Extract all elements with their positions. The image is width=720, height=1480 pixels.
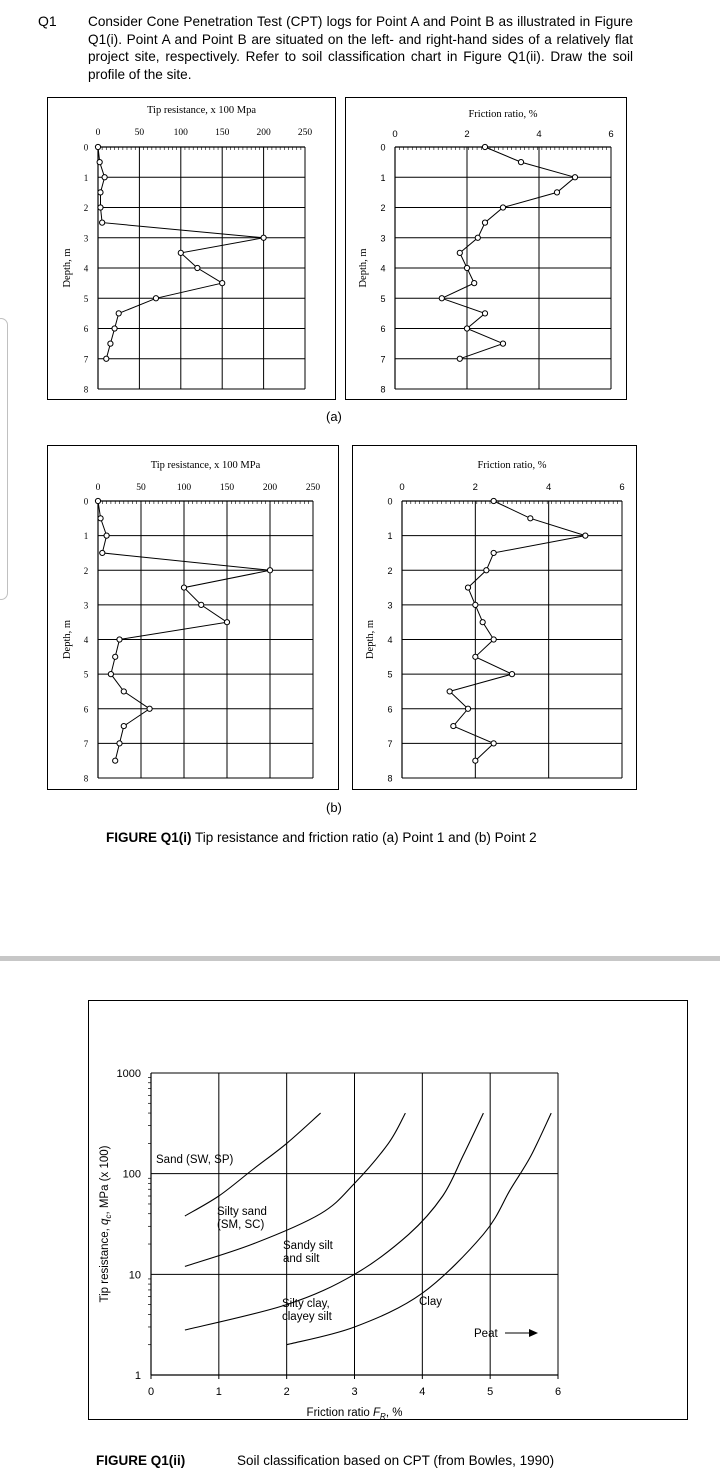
tip-resistance-chart-b	[47, 445, 339, 790]
chart-title: Tip resistance, x 100 Mpa	[147, 105, 256, 116]
data-point	[112, 326, 117, 331]
y-tick-label: 1	[387, 531, 393, 542]
data-point	[480, 620, 485, 625]
x-tick-label: 100	[176, 483, 192, 493]
x-tick-label: 4	[546, 482, 552, 493]
data-point	[181, 585, 186, 590]
y-tick-label: 1	[134, 1370, 141, 1382]
data-point	[475, 235, 480, 240]
data-point	[116, 311, 121, 316]
data-point	[113, 654, 118, 659]
data-point	[491, 498, 496, 503]
x-tick-label: 100	[173, 128, 188, 138]
figure-q1i-text: Tip resistance and friction ratio (a) Point 1 and (b) Point 2	[191, 830, 537, 845]
zone-label: Sandy silt and silt	[283, 1240, 333, 1265]
y-tick-label: 4	[83, 635, 89, 645]
y-tick-label: 6	[83, 324, 89, 334]
data-point	[500, 205, 505, 210]
data-point	[457, 250, 462, 255]
y-tick-label: 1	[83, 531, 89, 542]
y-tick-label: 100	[122, 1168, 141, 1181]
x-tick-label: 4	[419, 1386, 426, 1398]
y-tick-label: 3	[83, 233, 89, 244]
x-tick-label: 150	[219, 483, 235, 493]
x-tick-label: 0	[399, 482, 405, 493]
data-point	[121, 689, 126, 694]
y-tick-label: 1000	[116, 1068, 141, 1080]
x-tick-label: 0	[147, 1386, 155, 1398]
figure-q1ii-label: FIGURE Q1(ii)	[96, 1453, 186, 1468]
x-tick-label: 2	[464, 129, 470, 140]
data-point	[447, 689, 452, 694]
data-point	[572, 175, 577, 180]
figure-q1i-caption	[106, 830, 537, 845]
data-point	[465, 585, 470, 590]
y-tick-label: 1	[380, 172, 386, 183]
x-tick-label: 200	[256, 128, 271, 138]
figure-q1ii-caption: Soil classification based on CPT (from Bowles, 1990)	[237, 1453, 555, 1468]
data-point	[484, 568, 489, 573]
y-tick-label: 7	[380, 354, 386, 365]
y-tick-label: 3	[380, 233, 386, 244]
chart-title: Friction ratio, %	[477, 460, 547, 471]
x-tick-label: 4	[536, 129, 542, 140]
y-tick-label: 8	[380, 384, 386, 395]
y-axis-label: Depth, m	[358, 248, 369, 288]
data-point	[102, 175, 107, 180]
page-divider	[0, 956, 720, 961]
data-point	[267, 568, 272, 573]
y-axis-label: Tip resistance, $q_c$, MPa (x 100)	[99, 1145, 113, 1303]
y-tick-label: 6	[387, 704, 393, 715]
x-tick-label: 6	[619, 482, 625, 493]
data-point	[554, 190, 559, 195]
data-point	[224, 620, 229, 625]
y-tick-label: 4	[387, 635, 393, 645]
data-point	[473, 654, 478, 659]
data-point	[98, 205, 103, 210]
soil-classification-chart	[88, 1000, 688, 1420]
data-point	[464, 326, 469, 331]
data-point	[500, 341, 505, 346]
y-tick-label: 5	[387, 669, 393, 680]
data-point	[482, 220, 487, 225]
y-axis-label: Depth, m	[62, 248, 73, 288]
data-point	[117, 637, 122, 642]
data-point	[482, 144, 487, 149]
data-point	[104, 356, 109, 361]
data-point	[518, 160, 523, 165]
chart-frame	[346, 98, 627, 400]
x-tick-label: 200	[262, 483, 278, 493]
y-tick-label: 7	[83, 738, 89, 749]
side-scroll-tab[interactable]	[0, 318, 8, 600]
data-point	[195, 265, 200, 270]
data-point	[464, 265, 469, 270]
data-point	[100, 550, 105, 555]
zone-label: Silty clay, clayey silt	[282, 1298, 332, 1323]
question-text: Consider Cone Penetration Test (CPT) logs for Point A and Point B as illustrated in Figure Q1(i). Point A and Point B are situated on the left- and right-hand sides of a relatively flat project site, respectively. Refer to soil classification chart in Figure Q1(ii). Draw the soil profile of the site.	[88, 14, 633, 82]
y-tick-label: 5	[380, 293, 386, 304]
x-tick-label: 3	[351, 1386, 358, 1398]
data-point	[491, 637, 496, 642]
y-tick-label: 6	[83, 704, 89, 715]
data-point	[451, 723, 456, 728]
chart-title: Tip resistance, x 100 MPa	[150, 460, 261, 471]
data-point	[113, 758, 118, 763]
data-point	[108, 672, 113, 677]
data-point	[220, 281, 225, 286]
x-tick-label: 50	[134, 128, 145, 138]
chart-frame	[48, 446, 339, 790]
x-tick-label: 0	[95, 128, 101, 138]
friction-ratio-chart-b	[352, 445, 637, 790]
y-axis-label: Depth, m	[365, 619, 376, 660]
data-point	[439, 296, 444, 301]
y-tick-label: 5	[83, 293, 89, 304]
zone-label: Peat	[474, 1328, 498, 1340]
zone-label: Sand (SW, SP)	[156, 1154, 234, 1166]
friction-ratio-chart-a	[345, 97, 627, 400]
data-point	[472, 281, 477, 286]
y-tick-label: 0	[380, 142, 386, 153]
chart-frame	[89, 1001, 688, 1420]
chart-title: Friction ratio, %	[468, 109, 538, 120]
chart-frame	[48, 98, 336, 400]
data-point	[457, 356, 462, 361]
y-tick-label: 2	[387, 565, 393, 576]
x-tick-label: 250	[305, 483, 321, 493]
x-tick-label: 50	[136, 483, 146, 493]
data-point	[100, 220, 105, 225]
figure-q1i-label: FIGURE Q1(i)	[106, 830, 192, 845]
zone-label: Silty sand (SM, SC)	[217, 1206, 267, 1231]
data-point	[509, 672, 514, 677]
data-point	[98, 190, 103, 195]
y-tick-label: 7	[83, 354, 89, 365]
y-tick-label: 3	[387, 600, 393, 611]
y-tick-label: 8	[83, 384, 89, 395]
y-tick-label: 10	[128, 1269, 141, 1282]
data-point	[104, 533, 109, 538]
data-point	[473, 758, 478, 763]
x-tick-label: 5	[487, 1386, 494, 1398]
y-tick-label: 7	[387, 738, 393, 749]
x-tick-label: 250	[297, 128, 313, 138]
y-tick-label: 0	[83, 142, 89, 153]
data-point	[199, 602, 204, 607]
zone-label: Clay	[419, 1296, 443, 1308]
y-tick-label: 1	[83, 172, 89, 183]
y-axis-label: Depth, m	[62, 619, 73, 660]
panel-label-a: (a)	[326, 409, 342, 424]
y-tick-label: 5	[83, 669, 89, 680]
x-tick-label: 1	[215, 1386, 222, 1398]
data-point	[95, 144, 100, 149]
x-tick-label: 0	[392, 129, 398, 140]
data-point	[482, 311, 487, 316]
tip-resistance-chart-a	[47, 97, 336, 400]
x-tick-label: 2	[283, 1386, 290, 1398]
x-tick-label: 6	[554, 1386, 562, 1398]
x-tick-label: 2	[472, 482, 478, 493]
y-tick-label: 4	[83, 263, 89, 274]
data-point	[121, 723, 126, 728]
data-point	[491, 741, 496, 746]
data-point	[117, 741, 122, 746]
y-tick-label: 8	[387, 773, 393, 784]
panel-label-b: (b)	[326, 800, 342, 815]
y-tick-label: 2	[83, 203, 89, 213]
y-tick-label: 6	[380, 324, 386, 334]
chart-frame	[353, 446, 637, 790]
data-point	[528, 516, 533, 521]
data-point	[465, 706, 470, 711]
y-tick-label: 0	[83, 496, 89, 507]
data-point	[153, 296, 158, 301]
data-point	[261, 235, 266, 240]
data-point	[473, 602, 478, 607]
question-number: Q1	[38, 13, 57, 29]
data-point	[108, 341, 113, 346]
data-point	[583, 533, 588, 538]
y-tick-label: 0	[387, 496, 393, 507]
data-point	[98, 516, 103, 521]
x-axis-label: Friction ratio $F_R$, %	[306, 1407, 403, 1420]
x-tick-label: 150	[215, 128, 230, 138]
y-tick-label: 2	[380, 203, 386, 213]
data-point	[97, 160, 102, 165]
x-tick-label: 0	[95, 483, 101, 493]
y-tick-label: 8	[83, 773, 89, 784]
x-tick-label: 6	[608, 129, 614, 140]
y-tick-label: 4	[380, 263, 386, 274]
data-point	[95, 498, 100, 503]
y-tick-label: 2	[83, 565, 89, 576]
data-point	[147, 706, 152, 711]
data-point	[491, 550, 496, 555]
data-point	[178, 250, 183, 255]
y-tick-label: 3	[83, 600, 89, 611]
